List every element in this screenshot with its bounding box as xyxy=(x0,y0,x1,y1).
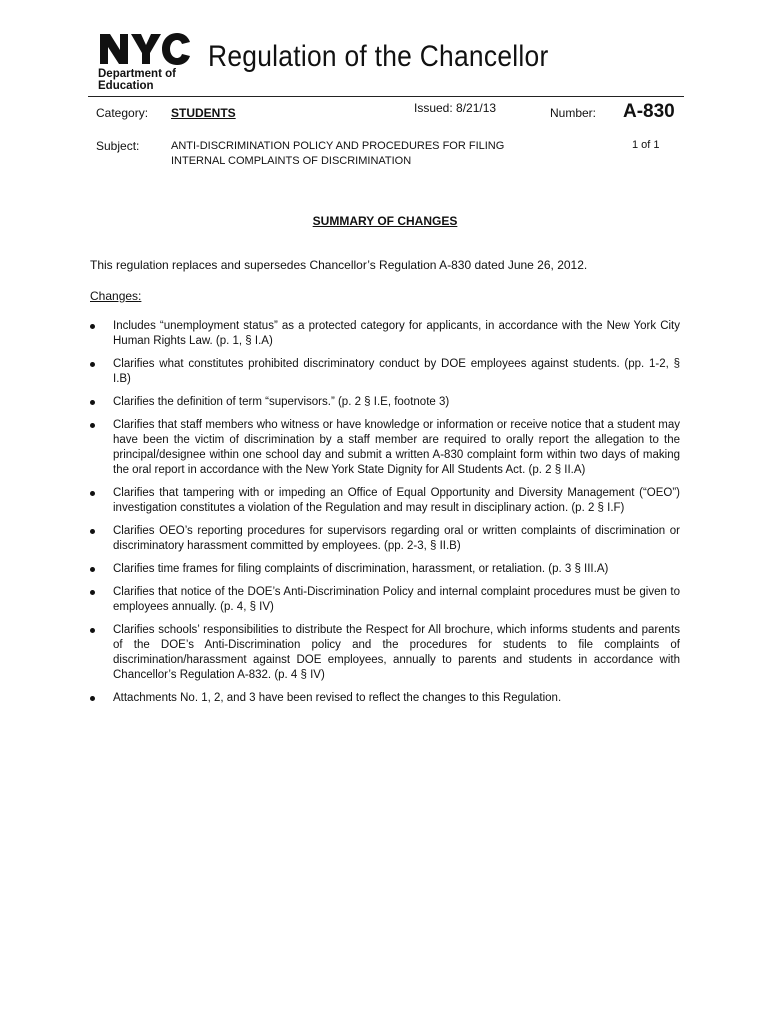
subject-label: Subject: xyxy=(96,139,140,153)
issued-date: Issued: 8/21/13 xyxy=(414,101,497,115)
page-count: 1 of 1 xyxy=(632,139,660,151)
bullet-icon xyxy=(90,491,95,496)
bullet-icon xyxy=(90,590,95,595)
bullet-icon xyxy=(90,400,95,405)
intro-paragraph: This regulation replaces and supersedes Chancellor’s Regulation A-830 dated June 26, 2012. xyxy=(90,258,588,272)
changes-label xyxy=(90,289,141,303)
list-item xyxy=(90,562,680,577)
number-label: Number: xyxy=(550,106,597,120)
bullet-icon xyxy=(90,529,95,534)
summary-heading: SUMMARY OF CHANGES xyxy=(312,214,458,228)
list-item xyxy=(90,418,680,478)
list-item-text: Clarifies that staff members who witness or have knowledge or information or receive notice that a student may have been the victim of discrimination by a staff member are required to orally report the allegation to the principal/designee within one school day and submit a written A-830 complaint form within two days of making the oral report in accordance with the New York State Dignity for All Students Act. (p. 2 § II.A) xyxy=(113,419,680,476)
list-item-text: Attachments No. 1, 2, and 3 have been revised to reflect the changes to this Regulation. xyxy=(113,692,562,704)
changes-list xyxy=(90,319,680,714)
list-item-text: Includes “unemployment status” as a protected category for applicants, in accordance with the New York City Human Rights Law. (p. 1, § I.A) xyxy=(113,320,680,347)
department-of-education-label: Department of Education xyxy=(98,68,176,92)
list-item-text: Clarifies the definition of term “supervisors.” (p. 2 § I.E, footnote 3) xyxy=(113,396,450,408)
header-divider xyxy=(88,96,684,97)
bullet-icon xyxy=(90,628,95,633)
list-item-text: Clarifies time frames for filing complaints of discrimination, harassment, or retaliation. (p. 3 § III.A) xyxy=(113,563,609,575)
category-label: Category: xyxy=(96,106,149,120)
regulation-number: A-830 xyxy=(623,101,675,122)
list-item-text: Clarifies schools’ responsibilities to distribute the Respect for All brochure, which informs students and parents of the DOE’s Anti-Discrimination policy and the procedures for students to file complaints of discrimination/harassment against DOE employees, annually to parents and students in accordance with Chancellor’s Regulation A-832. (p. 4 § IV) xyxy=(113,624,680,681)
bullet-icon xyxy=(90,696,95,701)
list-item-text: Clarifies that tampering with or impeding an Office of Equal Opportunity and Diversity Management (“OEO”) investigation constitutes a violation of the Regulation and may result in disciplinary action. (p. 2 § I.F) xyxy=(113,487,680,514)
list-item-text: Clarifies what constitutes prohibited discriminatory conduct by DOE employees against students. (pp. 1-2, § I.B) xyxy=(113,358,680,385)
list-item xyxy=(90,524,680,554)
subject-value xyxy=(171,139,504,169)
list-item-text: Clarifies OEO’s reporting procedures for supervisors regarding oral or written complaints of discrimination or discriminatory harassment committed by employees. (pp. 2-3, § II.B) xyxy=(113,525,680,552)
list-item xyxy=(90,691,680,706)
bullet-icon xyxy=(90,362,95,367)
list-item-text: Clarifies that notice of the DOE’s Anti-Discrimination Policy and internal complaint procedures must be given to employees annually. (p. 4, § IV) xyxy=(113,586,680,613)
bullet-icon xyxy=(90,324,95,329)
list-item xyxy=(90,623,680,683)
bullet-icon xyxy=(90,423,95,428)
nyc-doe-logo xyxy=(98,30,194,92)
category-value: STUDENTS xyxy=(171,106,236,120)
subject-line-1: ANTI-DISCRIMINATION POLICY AND PROCEDURES FOR FILING xyxy=(171,140,505,152)
list-item xyxy=(90,395,680,410)
subject-line-2: INTERNAL COMPLAINTS OF DISCRIMINATION xyxy=(171,155,412,167)
changes-label-colon: : xyxy=(138,289,142,303)
list-item xyxy=(90,585,680,615)
changes-label-text: Changes xyxy=(90,289,139,303)
document-title: Regulation of the Chancellor xyxy=(208,40,549,73)
bullet-icon xyxy=(90,567,95,572)
list-item xyxy=(90,357,680,387)
nyc-logo-mark xyxy=(98,30,192,66)
list-item xyxy=(90,319,680,349)
list-item xyxy=(90,486,680,516)
